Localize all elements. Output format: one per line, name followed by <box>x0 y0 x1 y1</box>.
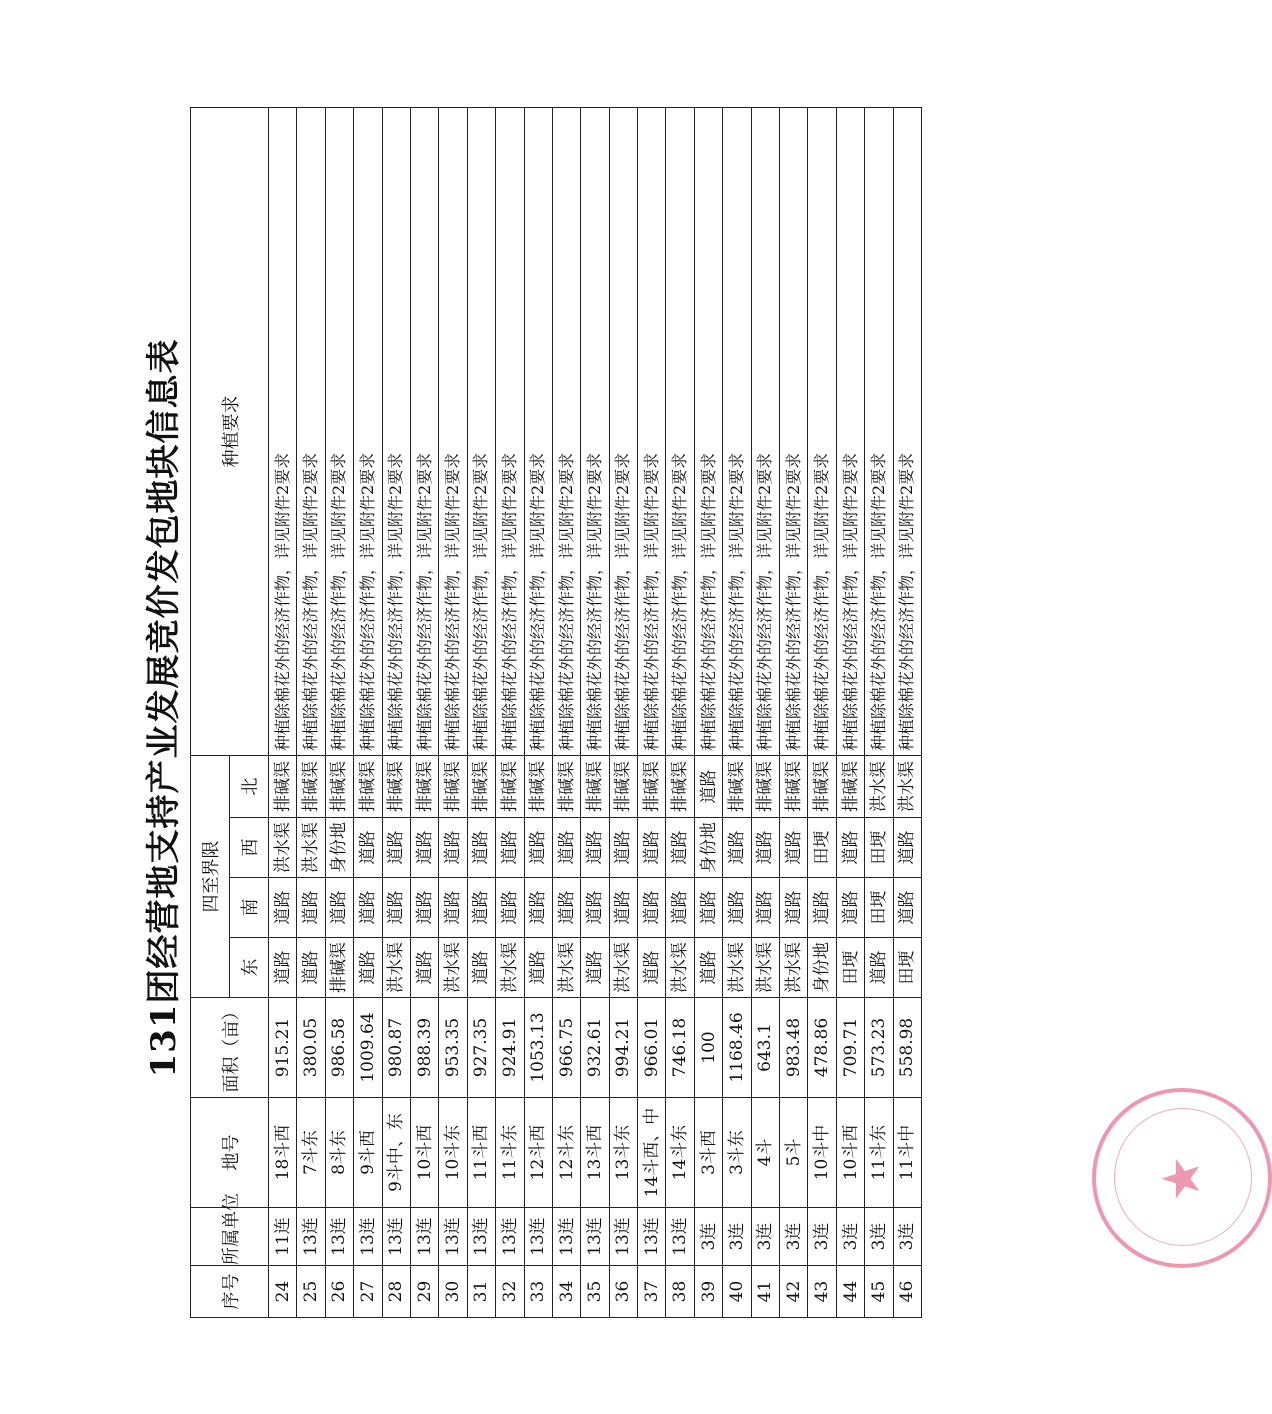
cell-plot: 10斗西 <box>410 1098 438 1208</box>
cell-area: 953.35 <box>439 998 467 1098</box>
cell-west: 道路 <box>666 818 694 878</box>
cell-seq: 27 <box>354 1266 382 1318</box>
cell-south: 道路 <box>410 878 438 938</box>
cell-req: 种植除棉花外的经济作物，详见附件2要求 <box>893 108 921 756</box>
cell-west: 道路 <box>581 818 609 878</box>
cell-north: 排碱渠 <box>467 756 495 818</box>
cell-plot: 5斗 <box>780 1098 808 1208</box>
table-body <box>269 108 922 1318</box>
cell-unit: 3连 <box>865 1208 893 1266</box>
table-row <box>439 108 467 1318</box>
cell-plot: 11斗东 <box>865 1098 893 1208</box>
cell-east: 道路 <box>410 938 438 998</box>
cell-area: 746.18 <box>666 998 694 1098</box>
table-row <box>297 108 325 1318</box>
cell-north: 排碱渠 <box>751 756 779 818</box>
cell-area: 932.61 <box>581 998 609 1098</box>
cell-req: 种植除棉花外的经济作物，详见附件2要求 <box>354 108 382 756</box>
cell-north: 排碱渠 <box>524 756 552 818</box>
cell-east: 洪水渠 <box>666 938 694 998</box>
cell-north: 排碱渠 <box>382 756 410 818</box>
cell-south: 道路 <box>609 878 637 938</box>
cell-unit: 3连 <box>808 1208 836 1266</box>
cell-plot: 3斗东 <box>723 1098 751 1208</box>
cell-west: 道路 <box>439 818 467 878</box>
cell-req: 种植除棉花外的经济作物，详见附件2要求 <box>297 108 325 756</box>
cell-west: 道路 <box>467 818 495 878</box>
cell-area: 927.35 <box>467 998 495 1098</box>
cell-south: 道路 <box>467 878 495 938</box>
table-row <box>354 108 382 1318</box>
cell-west: 道路 <box>496 818 524 878</box>
cell-req: 种植除棉花外的经济作物，详见附件2要求 <box>439 108 467 756</box>
cell-west: 道路 <box>552 818 580 878</box>
cell-south: 道路 <box>694 878 722 938</box>
cell-seq: 45 <box>865 1266 893 1318</box>
cell-seq: 25 <box>297 1266 325 1318</box>
cell-seq: 42 <box>780 1266 808 1318</box>
cell-seq: 37 <box>638 1266 666 1318</box>
cell-west: 道路 <box>609 818 637 878</box>
table-row <box>410 108 438 1318</box>
cell-west: 道路 <box>354 818 382 878</box>
cell-req: 种植除棉花外的经济作物，详见附件2要求 <box>808 108 836 756</box>
cell-east: 道路 <box>581 938 609 998</box>
cell-seq: 41 <box>751 1266 779 1318</box>
cell-seq: 38 <box>666 1266 694 1318</box>
cell-south: 道路 <box>439 878 467 938</box>
cell-south: 道路 <box>808 878 836 938</box>
cell-north: 排碱渠 <box>808 756 836 818</box>
cell-west: 洪水渠 <box>297 818 325 878</box>
cell-east: 洪水渠 <box>751 938 779 998</box>
cell-east: 道路 <box>354 938 382 998</box>
cell-seq: 34 <box>552 1266 580 1318</box>
cell-west: 身份地 <box>694 818 722 878</box>
cell-west: 洪水渠 <box>269 818 297 878</box>
table-row <box>893 108 921 1318</box>
cell-area: 380.05 <box>297 998 325 1098</box>
cell-east: 洪水渠 <box>439 938 467 998</box>
cell-north: 排碱渠 <box>354 756 382 818</box>
cell-area: 915.21 <box>269 998 297 1098</box>
cell-plot: 10斗东 <box>439 1098 467 1208</box>
cell-unit: 3连 <box>836 1208 864 1266</box>
cell-req: 种植除棉花外的经济作物，详见附件2要求 <box>609 108 637 756</box>
table-row <box>269 108 297 1318</box>
cell-north: 排碱渠 <box>410 756 438 818</box>
cell-south: 道路 <box>496 878 524 938</box>
cell-east: 洪水渠 <box>496 938 524 998</box>
cell-req: 种植除棉花外的经济作物，详见附件2要求 <box>723 108 751 756</box>
cell-unit: 13连 <box>297 1208 325 1266</box>
cell-north: 洪水渠 <box>865 756 893 818</box>
cell-south: 田埂 <box>865 878 893 938</box>
cell-seq: 46 <box>893 1266 921 1318</box>
table-row <box>751 108 779 1318</box>
cell-west: 道路 <box>410 818 438 878</box>
cell-plot: 9斗西 <box>354 1098 382 1208</box>
cell-unit: 3连 <box>780 1208 808 1266</box>
cell-area: 1053.13 <box>524 998 552 1098</box>
cell-south: 道路 <box>552 878 580 938</box>
cell-west: 道路 <box>836 818 864 878</box>
cell-unit: 13连 <box>410 1208 438 1266</box>
cell-area: 643.1 <box>751 998 779 1098</box>
cell-req: 种植除棉花外的经济作物，详见附件2要求 <box>552 108 580 756</box>
cell-seq: 44 <box>836 1266 864 1318</box>
cell-unit: 13连 <box>382 1208 410 1266</box>
cell-area: 924.91 <box>496 998 524 1098</box>
cell-req: 种植除棉花外的经济作物，详见附件2要求 <box>382 108 410 756</box>
cell-plot: 8斗东 <box>325 1098 353 1208</box>
cell-north: 排碱渠 <box>723 756 751 818</box>
cell-east: 田埂 <box>893 938 921 998</box>
table-row <box>836 108 864 1318</box>
cell-unit: 3连 <box>723 1208 751 1266</box>
cell-plot: 9斗中、东 <box>382 1098 410 1208</box>
cell-seq: 24 <box>269 1266 297 1318</box>
cell-area: 1168.46 <box>723 998 751 1098</box>
table-row <box>524 108 552 1318</box>
cell-area: 966.75 <box>552 998 580 1098</box>
cell-area: 986.58 <box>325 998 353 1098</box>
cell-req: 种植除棉花外的经济作物，详见附件2要求 <box>581 108 609 756</box>
cell-unit: 13连 <box>638 1208 666 1266</box>
cell-unit: 13连 <box>439 1208 467 1266</box>
cell-area: 558.98 <box>893 998 921 1098</box>
cell-unit: 13连 <box>354 1208 382 1266</box>
table-row <box>723 108 751 1318</box>
table-row <box>666 108 694 1318</box>
cell-req: 种植除棉花外的经济作物，详见附件2要求 <box>666 108 694 756</box>
cell-south: 道路 <box>666 878 694 938</box>
table-row <box>638 108 666 1318</box>
cell-west: 道路 <box>780 818 808 878</box>
cell-area: 1009.64 <box>354 998 382 1098</box>
cell-west: 道路 <box>638 818 666 878</box>
cell-area: 100 <box>694 998 722 1098</box>
cell-east: 身份地 <box>808 938 836 998</box>
cell-area: 980.87 <box>382 998 410 1098</box>
cell-unit: 3连 <box>751 1208 779 1266</box>
cell-north: 排碱渠 <box>581 756 609 818</box>
cell-east: 道路 <box>694 938 722 998</box>
cell-east: 道路 <box>269 938 297 998</box>
cell-plot: 10斗中 <box>808 1098 836 1208</box>
header-bounds: 四至界限 <box>191 756 230 998</box>
cell-east: 道路 <box>865 938 893 998</box>
cell-south: 道路 <box>893 878 921 938</box>
cell-plot: 18斗西 <box>269 1098 297 1208</box>
cell-east: 洪水渠 <box>723 938 751 998</box>
cell-seq: 29 <box>410 1266 438 1318</box>
cell-north: 排碱渠 <box>297 756 325 818</box>
header-area: 面积（亩） <box>191 998 269 1098</box>
cell-plot: 4斗 <box>751 1098 779 1208</box>
cell-plot: 13斗西 <box>581 1098 609 1208</box>
cell-south: 道路 <box>581 878 609 938</box>
header-seq: 序号 <box>191 1266 269 1318</box>
cell-plot: 3斗西 <box>694 1098 722 1208</box>
cell-east: 道路 <box>467 938 495 998</box>
cell-req: 种植除棉花外的经济作物，详见附件2要求 <box>496 108 524 756</box>
cell-unit: 13连 <box>325 1208 353 1266</box>
cell-north: 排碱渠 <box>666 756 694 818</box>
table-row <box>808 108 836 1318</box>
cell-east: 道路 <box>638 938 666 998</box>
cell-unit: 13连 <box>524 1208 552 1266</box>
header-west: 西 <box>230 818 269 878</box>
cell-unit: 13连 <box>609 1208 637 1266</box>
cell-unit: 13连 <box>467 1208 495 1266</box>
cell-unit: 3连 <box>893 1208 921 1266</box>
cell-seq: 43 <box>808 1266 836 1318</box>
cell-area: 709.71 <box>836 998 864 1098</box>
header-row-1 <box>191 108 230 1318</box>
cell-south: 道路 <box>780 878 808 938</box>
cell-west: 道路 <box>893 818 921 878</box>
cell-seq: 28 <box>382 1266 410 1318</box>
cell-east: 田埂 <box>836 938 864 998</box>
cell-west: 道路 <box>524 818 552 878</box>
cell-north: 排碱渠 <box>439 756 467 818</box>
cell-seq: 31 <box>467 1266 495 1318</box>
cell-plot: 14斗东 <box>666 1098 694 1208</box>
cell-area: 994.21 <box>609 998 637 1098</box>
cell-plot: 11斗中 <box>893 1098 921 1208</box>
cell-north: 排碱渠 <box>780 756 808 818</box>
cell-west: 道路 <box>751 818 779 878</box>
cell-seq: 30 <box>439 1266 467 1318</box>
document-title: 131团经营地支持产业发展竞价发包地块信息表 <box>144 338 184 1078</box>
cell-north: 排碱渠 <box>638 756 666 818</box>
cell-west: 田埂 <box>865 818 893 878</box>
cell-plot: 14斗西、中 <box>638 1098 666 1208</box>
official-seal <box>1092 1088 1272 1268</box>
cell-north: 排碱渠 <box>269 756 297 818</box>
table-row <box>552 108 580 1318</box>
table-row <box>496 108 524 1318</box>
cell-west: 道路 <box>723 818 751 878</box>
header-req: 种植要求 <box>191 108 269 756</box>
cell-area: 573.23 <box>865 998 893 1098</box>
cell-req: 种植除棉花外的经济作物，详见附件2要求 <box>325 108 353 756</box>
cell-unit: 13连 <box>496 1208 524 1266</box>
cell-req: 种植除棉花外的经济作物，详见附件2要求 <box>638 108 666 756</box>
cell-plot: 10斗西 <box>836 1098 864 1208</box>
cell-south: 道路 <box>836 878 864 938</box>
cell-req: 种植除棉花外的经济作物，详见附件2要求 <box>780 108 808 756</box>
cell-north: 排碱渠 <box>836 756 864 818</box>
cell-req: 种植除棉花外的经济作物，详见附件2要求 <box>694 108 722 756</box>
cell-req: 种植除棉花外的经济作物，详见附件2要求 <box>751 108 779 756</box>
table-row <box>467 108 495 1318</box>
cell-north: 排碱渠 <box>496 756 524 818</box>
cell-east: 洪水渠 <box>382 938 410 998</box>
cell-east: 洪水渠 <box>780 938 808 998</box>
cell-area: 478.86 <box>808 998 836 1098</box>
header-east: 东 <box>230 938 269 998</box>
cell-south: 道路 <box>325 878 353 938</box>
cell-seq: 33 <box>524 1266 552 1318</box>
table-row <box>382 108 410 1318</box>
cell-south: 道路 <box>354 878 382 938</box>
cell-north: 排碱渠 <box>609 756 637 818</box>
cell-req: 种植除棉花外的经济作物，详见附件2要求 <box>467 108 495 756</box>
cell-north: 洪水渠 <box>893 756 921 818</box>
cell-seq: 26 <box>325 1266 353 1318</box>
table-row <box>581 108 609 1318</box>
cell-south: 道路 <box>723 878 751 938</box>
cell-plot: 11斗西 <box>467 1098 495 1208</box>
cell-unit: 3连 <box>694 1208 722 1266</box>
cell-req: 种植除棉花外的经济作物，详见附件2要求 <box>836 108 864 756</box>
cell-plot: 7斗东 <box>297 1098 325 1208</box>
cell-plot: 12斗西 <box>524 1098 552 1208</box>
cell-unit: 13连 <box>581 1208 609 1266</box>
cell-north: 排碱渠 <box>325 756 353 818</box>
cell-east: 道路 <box>524 938 552 998</box>
table-row <box>609 108 637 1318</box>
cell-south: 道路 <box>524 878 552 938</box>
cell-plot: 12斗东 <box>552 1098 580 1208</box>
cell-area: 966.01 <box>638 998 666 1098</box>
table-row <box>694 108 722 1318</box>
cell-east: 排碱渠 <box>325 938 353 998</box>
cell-plot: 13斗东 <box>609 1098 637 1208</box>
header-south: 南 <box>230 878 269 938</box>
cell-req: 种植除棉花外的经济作物，详见附件2要求 <box>865 108 893 756</box>
cell-req: 种植除棉花外的经济作物，详见附件2要求 <box>269 108 297 756</box>
header-unit: 所属单位 <box>191 1208 269 1266</box>
cell-seq: 36 <box>609 1266 637 1318</box>
rotated-document-sheet <box>142 98 1212 1318</box>
cell-unit: 11连 <box>269 1208 297 1266</box>
cell-area: 983.48 <box>780 998 808 1098</box>
cell-west: 身份地 <box>325 818 353 878</box>
cell-south: 道路 <box>297 878 325 938</box>
cell-seq: 40 <box>723 1266 751 1318</box>
header-north: 北 <box>230 756 269 818</box>
cell-req: 种植除棉花外的经济作物，详见附件2要求 <box>524 108 552 756</box>
cell-plot: 11斗东 <box>496 1098 524 1208</box>
cell-unit: 13连 <box>666 1208 694 1266</box>
cell-unit: 13连 <box>552 1208 580 1266</box>
cell-req: 种植除棉花外的经济作物，详见附件2要求 <box>410 108 438 756</box>
cell-west: 田埂 <box>808 818 836 878</box>
cell-east: 洪水渠 <box>552 938 580 998</box>
header-plot: 地号 <box>191 1098 269 1208</box>
cell-seq: 32 <box>496 1266 524 1318</box>
table-row <box>865 108 893 1318</box>
cell-south: 道路 <box>638 878 666 938</box>
table-row <box>780 108 808 1318</box>
cell-seq: 39 <box>694 1266 722 1318</box>
plot-info-table <box>190 107 922 1318</box>
cell-south: 道路 <box>751 878 779 938</box>
cell-seq: 35 <box>581 1266 609 1318</box>
cell-north: 排碱渠 <box>552 756 580 818</box>
cell-west: 道路 <box>382 818 410 878</box>
cell-north: 道路 <box>694 756 722 818</box>
seal-star-icon: ★ <box>1152 1155 1212 1202</box>
cell-south: 道路 <box>382 878 410 938</box>
cell-south: 道路 <box>269 878 297 938</box>
cell-east: 洪水渠 <box>609 938 637 998</box>
cell-area: 988.39 <box>410 998 438 1098</box>
table-row <box>325 108 353 1318</box>
cell-east: 道路 <box>297 938 325 998</box>
